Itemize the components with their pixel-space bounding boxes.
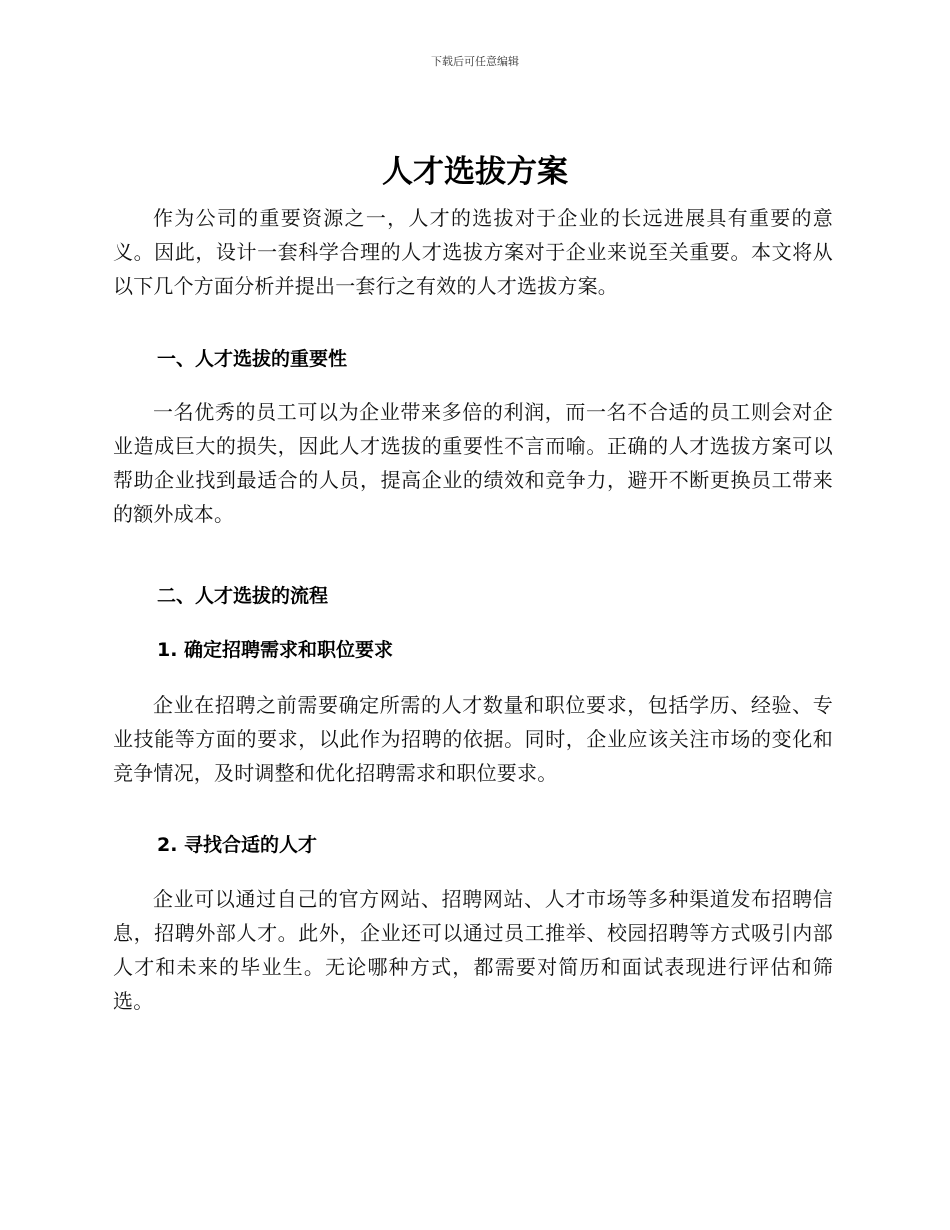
section-heading-process: 二、人才选拔的流程 — [157, 585, 329, 607]
document-title: 人才选拔方案 — [382, 154, 568, 190]
subsection-heading-requirements: 1. 确定招聘需求和职位要求 — [157, 639, 394, 661]
finding-talent-paragraph: 企业可以通过自己的官方网站、招聘网站、人才市场等多种渠道发布招聘信息，招聘外部人才。此外，企业还可以通过员工推举、校园招聘等方式吸引内部人才和未来的毕业生。无论哪种方式，都需要对简历和面试表现进行评估和筛选。 — [113, 887, 833, 1013]
requirements-paragraph: 企业在招聘之前需要确定所需的人才数量和职位要求，包括学历、经验、专业技能等方面的要求，以此作为招聘的依据。同时，企业应该关注市场的变化和竞争情况，及时调整和优化招聘需求和职位要求。 — [113, 693, 833, 785]
importance-paragraph: 一名优秀的员工可以为企业带来多倍的利润，而一名不合适的员工则会对企业造成巨大的损失，因此人才选拔的重要性不言而喻。正确的人才选拔方案可以帮助企业找到最适合的人员，提高企业的绩效和竞争力，避开不断更换员工带来的额外成本。 — [113, 400, 833, 526]
intro-paragraph: 作为公司的重要资源之一，人才的选拔对于企业的长远进展具有重要的意义。因此，设计一套科学合理的人才选拔方案对于企业来说至关重要。本文将从以下几个方面分析并提出一套行之有效的人才选拔方案。 — [113, 206, 833, 298]
section-heading-importance: 一、人才选拔的重要性 — [157, 348, 348, 370]
subsection-heading-finding-talent: 2. 寻找合适的人才 — [157, 834, 318, 856]
page-header: 下载后可任意编辑 — [431, 55, 519, 68]
